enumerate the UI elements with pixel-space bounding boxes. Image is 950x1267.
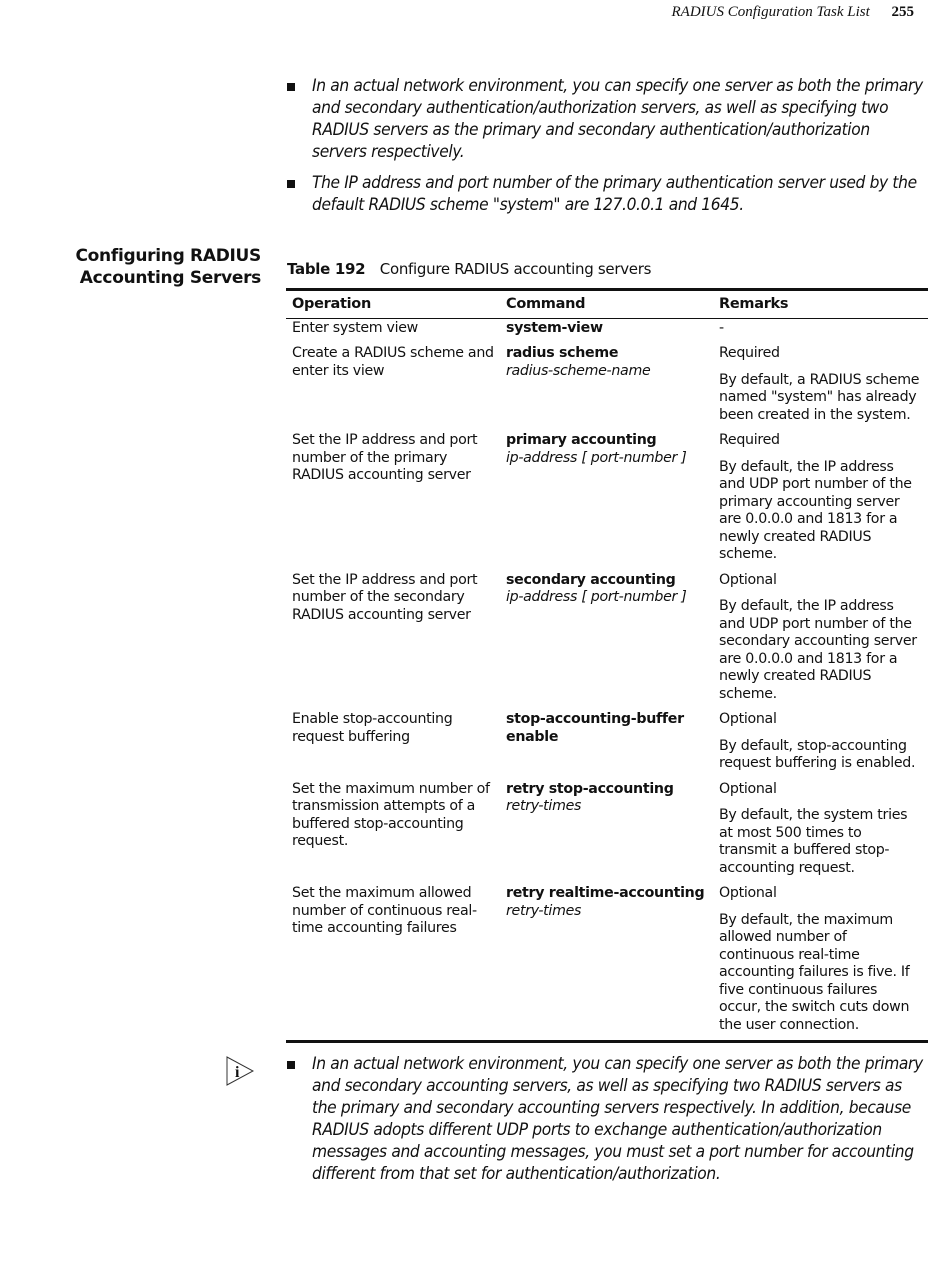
operation-cell: Set the IP address and port number of the secondary RADIUS accounting server (292, 571, 478, 623)
header-operation: Operation (292, 296, 371, 312)
config-table (286, 288, 928, 1043)
table-row (286, 711, 928, 781)
table-row (286, 572, 928, 712)
header-command: Command (506, 296, 586, 312)
header-remarks: Remarks (719, 296, 789, 312)
operation-cell: Set the maximum number of transmission attempts of a buffered stop-accounting request. (292, 780, 490, 849)
table-row (286, 432, 928, 572)
operation-cell: Set the maximum allowed number of continuous real-time accounting failures (292, 885, 477, 936)
table-number: Table 192 (287, 260, 366, 278)
table-header-row (286, 290, 928, 319)
remarks-cell: Required By default, the IP address and UDP port number of the primary accounting server are 0.0.0.0 and 1813 for a newly created RADIUS scheme. (719, 432, 912, 562)
command-cell: retry realtime-accounting retry-times (506, 885, 705, 919)
remarks-cell: Required By default, a RADIUS scheme named "system" has already been created in the system. (719, 345, 920, 423)
operation-cell: Enable stop-accounting request buffering (292, 711, 453, 745)
operation-cell: Set the IP address and port number of the primary RADIUS accounting server (292, 432, 478, 483)
table-title: Configure RADIUS accounting servers (379, 260, 652, 278)
note-item: In an actual network environment, you can specify one server as both the primary and secondary accounting servers, as well as specifying two RADIUS servers as the primary and secondary accounting servers respectively. In addition, because RADIUS adopts different UDP ports to exchange authentication/authorization messages and accounting messages, you must set a port number for accounting different from that set for authentication/authorization. (286, 1053, 926, 1185)
command-cell: retry stop-accounting retry-times (506, 780, 674, 814)
svg-text:i: i (235, 1064, 240, 1081)
note-item: The IP address and port number of the primary authentication server used by the default RADIUS scheme "system" are 127.0.0.1 and 1645. (286, 172, 926, 216)
remarks-cell: Optional By default, the IP address and UDP port number of the secondary accounting server are 0.0.0.0 and 1813 for a newly created RADIUS scheme. (719, 571, 917, 702)
table-row (286, 885, 928, 1042)
table-row (286, 781, 928, 886)
command-cell: system-view (506, 319, 603, 336)
info-icon (226, 1056, 254, 1086)
bullet-square-icon (287, 83, 295, 91)
remarks-cell: Optional By default, the maximum allowed number of continuous real-time accounting failures is five. If five continuous failures occur, the switch cuts down the user connection. (719, 885, 910, 1033)
bottom-notes-list (286, 1053, 926, 1194)
table-row (286, 318, 928, 345)
table-caption (287, 260, 651, 278)
remarks-cell: Optional By default, stop-accounting request buffering is enabled. (719, 711, 916, 771)
bullet-square-icon (287, 180, 295, 188)
command-cell: stop-accounting-buffer enable (506, 711, 684, 745)
command-cell: radius scheme radius-scheme-name (506, 345, 651, 379)
table-row (286, 345, 928, 432)
command-cell: secondary accounting ip-address [ port-number ] (506, 571, 687, 605)
note-item: In an actual network environment, you can specify one server as both the primary and secondary authentication/authorization servers, as well as specifying two RADIUS servers as the primary and secondary authentication/authorization servers respectively. (286, 75, 926, 163)
operation-cell: Create a RADIUS scheme and enter its view (292, 345, 494, 379)
remarks-cell: Optional By default, the system tries at most 500 times to transmit a buffered stop-accounting request. (719, 780, 908, 876)
page-number: 255 (891, 4, 914, 20)
operation-cell: Enter system view (292, 319, 418, 336)
command-cell: primary accounting ip-address [ port-number ] (506, 432, 687, 466)
top-notes-list (286, 75, 926, 225)
remarks-cell: - (719, 319, 724, 336)
bullet-square-icon (287, 1061, 295, 1069)
header-title: RADIUS Configuration Task List (671, 4, 870, 20)
section-heading: Configuring RADIUS Accounting Servers (75, 246, 261, 288)
running-header (672, 4, 914, 21)
